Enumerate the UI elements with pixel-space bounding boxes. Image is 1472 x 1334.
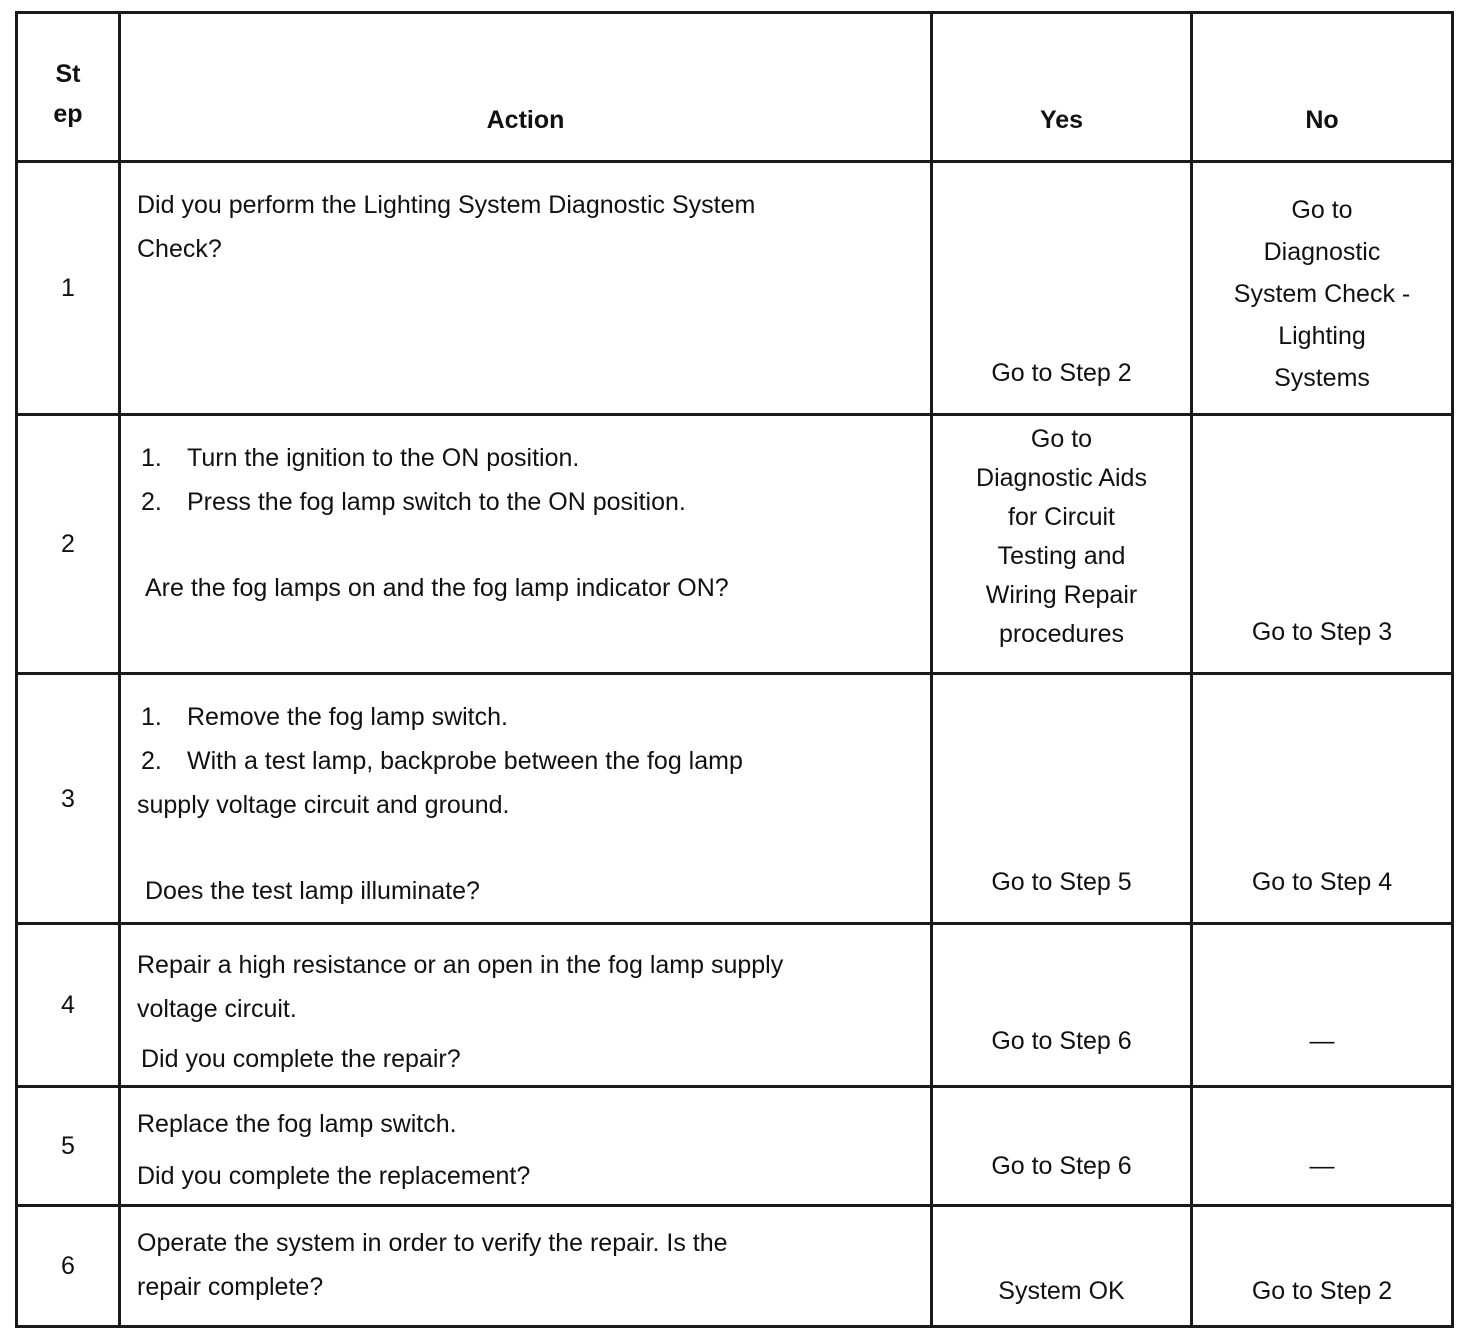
no-line: Lighting xyxy=(1278,322,1366,350)
diagnostic-table xyxy=(15,11,1454,1328)
table-row xyxy=(17,1206,1453,1327)
action-line: supply voltage circuit and ground. xyxy=(137,791,510,819)
step-number: 6 xyxy=(17,1206,120,1327)
step-number: 5 xyxy=(17,1087,120,1206)
header-step xyxy=(17,13,120,162)
header-step-line1: St xyxy=(55,60,81,88)
action-item-text: Press the fog lamp switch to the ON position. xyxy=(187,488,686,516)
no-line: Diagnostic xyxy=(1263,238,1381,266)
yes-cell: Go to Step 2 xyxy=(932,162,1192,415)
header-row xyxy=(17,13,1453,162)
action-list-item: 2. With a test lamp, backprobe between the fog lamp xyxy=(141,747,743,775)
header-no: No xyxy=(1192,13,1453,162)
no-cell: Go to Step 4 xyxy=(1192,674,1453,924)
action-item-text: Turn the ignition to the ON position. xyxy=(187,444,580,472)
header-step-line2: ep xyxy=(53,100,83,128)
action-cell xyxy=(120,1206,932,1327)
yes-cell: Go to Step 6 xyxy=(932,924,1192,1087)
action-item-text: With a test lamp, backprobe between the fog lamp xyxy=(187,747,743,775)
action-line: repair complete? xyxy=(137,1273,324,1301)
header-yes: Yes xyxy=(932,13,1192,162)
no-cell: Go to Step 3 xyxy=(1192,415,1453,674)
header-action: Action xyxy=(120,13,932,162)
action-question: Does the test lamp illuminate? xyxy=(145,877,480,905)
action-line: Operate the system in order to verify the repair. Is the xyxy=(137,1229,728,1257)
action-line: Check? xyxy=(137,235,222,263)
step-number: 3 xyxy=(17,674,120,924)
table-row xyxy=(17,162,1453,415)
yes-line: Wiring Repair xyxy=(985,581,1138,609)
step-number: 1 xyxy=(17,162,120,415)
action-cell xyxy=(120,1087,932,1206)
action-list-item: 1. Turn the ignition to the ON position. xyxy=(141,444,580,472)
action-line: Repair a high resistance or an open in the fog lamp supply xyxy=(137,951,784,979)
yes-cell xyxy=(932,415,1192,674)
no-line: System Check - xyxy=(1233,280,1411,308)
action-cell xyxy=(120,162,932,415)
step-number: 2 xyxy=(17,415,120,674)
action-question: Did you complete the repair? xyxy=(141,1045,461,1073)
yes-cell: Go to Step 5 xyxy=(932,674,1192,924)
no-cell: Go to Step 2 xyxy=(1192,1206,1453,1327)
no-cell: — xyxy=(1192,1087,1453,1206)
action-list-item: 1. Remove the fog lamp switch. xyxy=(141,703,508,731)
table-row xyxy=(17,1087,1453,1206)
table-row xyxy=(17,924,1453,1087)
yes-cell: Go to Step 6 xyxy=(932,1087,1192,1206)
action-line: Did you perform the Lighting System Diagnostic System xyxy=(137,191,756,219)
table-row xyxy=(17,415,1453,674)
no-line: Systems xyxy=(1274,364,1370,392)
action-question: Are the fog lamps on and the fog lamp indicator ON? xyxy=(145,574,729,602)
yes-line: Diagnostic Aids xyxy=(976,464,1147,492)
no-cell: — xyxy=(1192,924,1453,1087)
table-row xyxy=(17,674,1453,924)
no-line: Go to xyxy=(1291,196,1353,224)
action-list-item: 2. Press the fog lamp switch to the ON position. xyxy=(141,488,686,516)
action-line: voltage circuit. xyxy=(137,995,297,1023)
action-cell xyxy=(120,415,932,674)
yes-line: procedures xyxy=(998,620,1125,648)
yes-line: Go to xyxy=(1030,425,1093,453)
action-line: Replace the fog lamp switch. xyxy=(137,1110,457,1138)
action-question: Did you complete the replacement? xyxy=(137,1162,531,1190)
yes-cell: System OK xyxy=(932,1206,1192,1327)
yes-line: for Circuit xyxy=(1008,503,1115,531)
action-item-text: Remove the fog lamp switch. xyxy=(187,703,508,731)
action-cell xyxy=(120,924,932,1087)
step-number: 4 xyxy=(17,924,120,1087)
yes-line: Testing and xyxy=(997,542,1126,570)
action-cell xyxy=(120,674,932,924)
no-cell xyxy=(1192,162,1453,415)
